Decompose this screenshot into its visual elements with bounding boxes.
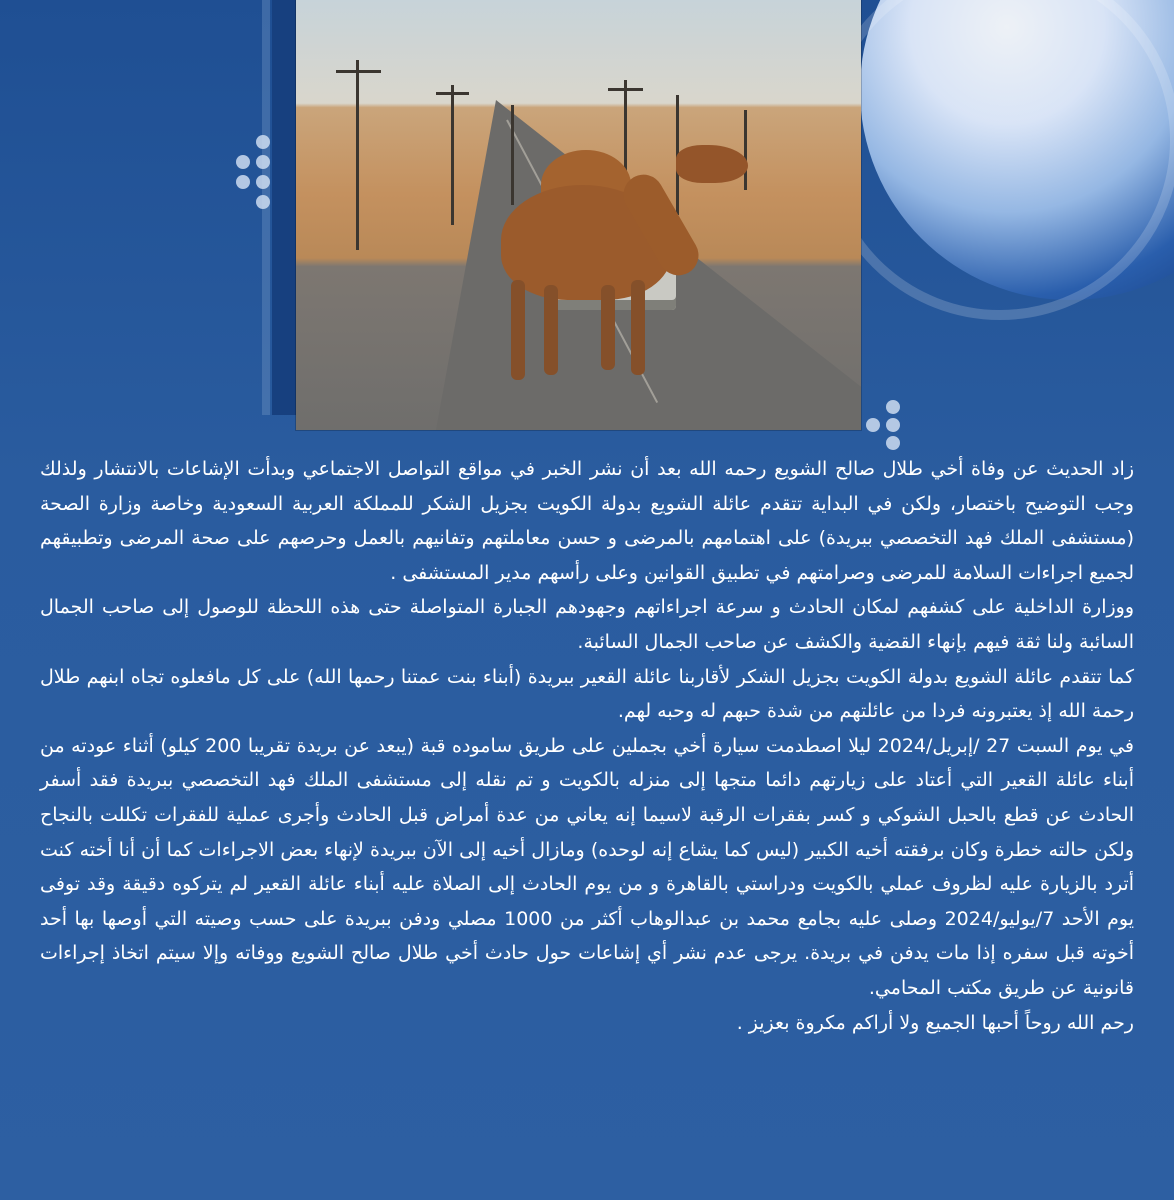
decorative-stripe bbox=[272, 0, 296, 415]
utility-pole bbox=[511, 105, 514, 205]
paragraph: رحم الله روحاً أحبها الجميع ولا أراكم مكروة بعزيز . bbox=[736, 1011, 1134, 1034]
utility-pole bbox=[744, 110, 747, 190]
utility-pole bbox=[451, 85, 454, 225]
globe-ring-graphic bbox=[820, 0, 1174, 320]
utility-pole bbox=[356, 60, 359, 250]
paragraph: كما تتقدم عائلة الشويع بدولة الكويت بجزيل الشكر لأقاربنا عائلة القعير ببريدة (أبناء بنت عمتنا رحمها الله) على كل مافعلوه تجاه ابنهم طلال رحمة الله إذ يعتبرونه فردا من عائلتهم من شدة حبهم له وحبه لهم. bbox=[40, 665, 1134, 723]
paragraph: ووزارة الداخلية على كشفهم لمكان الحادث و سرعة اجراءاتهم وجهودهم الجبارة المتواصلة حتى هذه اللحظة للوصول إلى صاحب الجمال السائبة ولنا ثقة فيهم بإنهاء القضية والكشف عن صاحب الجمال السائبة. bbox=[40, 596, 1134, 653]
paragraph: في يوم السبت 27 /إبريل/2024 ليلا اصطدمت سيارة أخي بجملين على طريق ساموده قبة (يبعد عن بريدة تقريبا 200 كيلو) أثناء عودته من أبناء عائلة القعير التي أعتاد على زيارتهم دائما متجها إلى منزله بالكويت و تم نقله إلى مستشفى الملك فهد التخصصي ببريدة فقد أسفر الحادث عن قطع بالحبل الشوكي و كسر بفقرات الرقبة لاسيما إنه يعاني من عدة أمراض قبل الحادث وأجرى عملية للفقرات تكللت بالنجاح ولكن حالته خطرة وكان برفقته أخيه الكبير (ليس كما يشاع إنه لوحده) ومازال أخيه إلى الآن ببريدة لإنهاء بعض الاجراءات كما أن أنا أخته كنت أترد بالزيارة عليه لظروف عملي بالكويت ودراستي بالقاهرة و من يوم الحادث إلى الصلاة عليه أبناء عائلة القعير لم يتركوه دقيقة وقد توفى يوم الأحد 7/يوليو/2024 وصلى عليه بجامع محمد بن عبدالوهاب أكثر من 1000 مصلي ودفن ببريدة على حسب وصيته التي أوصها بها أحد أخوته قبل سفره إذا مات يدفن في بريدة. يرجى عدم نشر أي إشاعات حول حادث أخي طلال صالح الشويع ووفاته وإلا سيتم اتخاذ إجراءات قانونية عن طريق مكتب المحامي. bbox=[40, 734, 1134, 999]
paragraph: زاد الحديث عن وفاة أخي طلال صالح الشويع رحمه الله بعد أن نشر الخبر في مواقع التواصل الاجتماعي وبدأت الإشاعات بالانتشار ولذلك وجب التوضيح باختصار، ولكن في البداية تتقدم عائلة الشويع بدولة الكويت بجزيل الشكر للمملكة العربية السعودية وخاصة وزارة الصحة (مستشفى الملك فهد التخصصي ببريدة) على اهتمامهم بالمرضى و حسن معاملتهم وتفانيهم بالعمل وحرصهم على صحة المرضى وتطبيقهم لجميع اجراءات السلامة للمرضى وصرامتهم في تطبيق القوانين وعلى رأسهم مدير المستشفى . bbox=[40, 458, 1134, 584]
article-body bbox=[40, 452, 1134, 1040]
camel-on-road-photo bbox=[296, 0, 861, 430]
